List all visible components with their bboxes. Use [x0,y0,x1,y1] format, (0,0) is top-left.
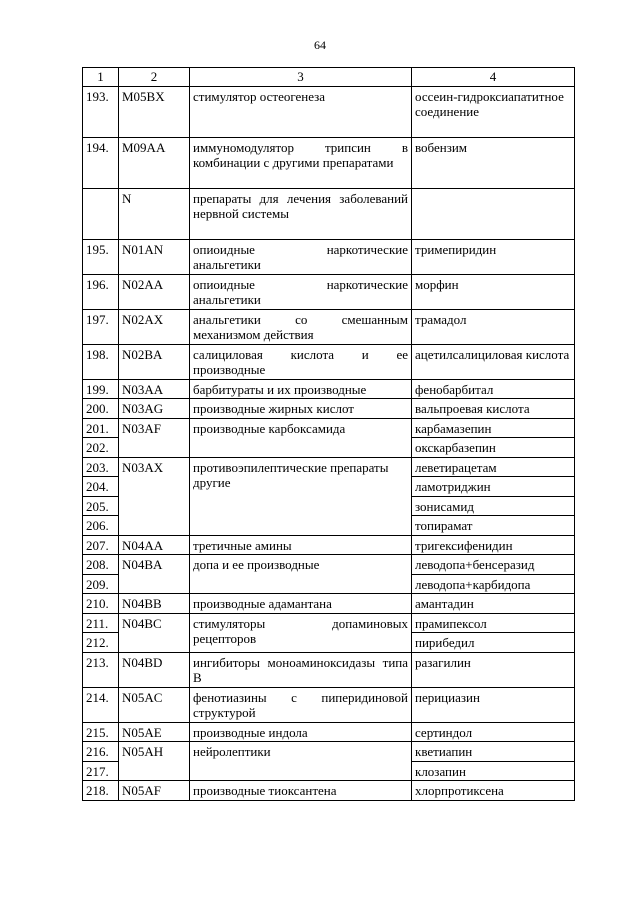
atc-code: N02BA [119,344,190,379]
row-number: 197. [83,309,119,344]
table-row [83,86,575,137]
col-header-2: 2 [119,68,190,87]
drug-table [82,67,575,801]
atc-code: N04BC [119,613,190,652]
pharm-group: производные адамантана [190,594,412,614]
row-number: 207. [83,535,119,555]
row-number: 215. [83,722,119,742]
table-row [83,457,575,477]
row-number: 214. [83,687,119,722]
drug-name: тримепиридин [412,239,575,274]
pharm-group: нейролептики [190,742,412,781]
atc-code: N05AE [119,722,190,742]
drug-name: кветиапин [412,742,575,762]
pharm-group: производные карбоксамида [190,418,412,457]
atc-code: N03AG [119,399,190,419]
table-row [83,188,575,239]
row-number: 216. [83,742,119,762]
row-number: 195. [83,239,119,274]
table-row [83,742,575,762]
atc-code: N03AX [119,457,190,535]
page-number: 64 [314,38,326,52]
row-number: 213. [83,652,119,687]
table-row [83,379,575,399]
row-number: 202. [83,438,119,458]
drug-name: морфин [412,274,575,309]
row-number: 196. [83,274,119,309]
table-row [83,613,575,633]
atc-code: N05AF [119,781,190,801]
row-number: 217. [83,761,119,781]
row-number: 193. [83,86,119,137]
row-number: 201. [83,418,119,438]
drug-name: леводопа+карбидопа [412,574,575,594]
col-header-3: 3 [190,68,412,87]
drug-name: трамадол [412,309,575,344]
drug-name: пирибедил [412,633,575,653]
table-row [83,781,575,801]
drug-name: амантадин [412,594,575,614]
table-row [83,239,575,274]
drug-name [412,188,575,239]
drug-name: карбамазепин [412,418,575,438]
pharm-group: допа и ее производные [190,555,412,594]
drug-name: оссеин-гидроксиапатитное соединение [412,86,575,137]
table-row [83,594,575,614]
atc-code: N03AF [119,418,190,457]
pharm-group: производные жирных кислот [190,399,412,419]
pharm-group: фенотиазины с пиперидиновой структурой [190,687,412,722]
drug-name: вальпроевая кислота [412,399,575,419]
pharm-group: производные тиоксантена [190,781,412,801]
table-row [83,274,575,309]
row-number: 212. [83,633,119,653]
table-header-row [83,68,575,87]
table-row [83,137,575,188]
pharm-group: стимуляторы допаминовых рецепторов [190,613,412,652]
atc-code: N [119,188,190,239]
pharm-group: препараты для лечения заболеваний нервной системы [190,188,412,239]
row-number: 205. [83,496,119,516]
pharm-group: барбитураты и их производные [190,379,412,399]
row-number: 218. [83,781,119,801]
table-row [83,309,575,344]
drug-name: вобензим [412,137,575,188]
drug-name: ацетилсалициловая кислота [412,344,575,379]
pharm-group: производные индола [190,722,412,742]
atc-code: N04AA [119,535,190,555]
row-number: 206. [83,516,119,536]
row-number: 200. [83,399,119,419]
atc-code: N01AN [119,239,190,274]
table-row [83,535,575,555]
col-header-1: 1 [83,68,119,87]
drug-name: леветирацетам [412,457,575,477]
row-number: 211. [83,613,119,633]
row-number: 194. [83,137,119,188]
drug-name: ламотриджин [412,477,575,497]
row-number: 198. [83,344,119,379]
pharm-group: опиоидные наркотические анальгетики [190,239,412,274]
table-row [83,722,575,742]
drug-name: сертиндол [412,722,575,742]
pharm-group: салициловая кислота и ее производные [190,344,412,379]
atc-code: N04BD [119,652,190,687]
drug-name: разагилин [412,652,575,687]
atc-code: N05AC [119,687,190,722]
drug-name: клозапин [412,761,575,781]
drug-name: зонисамид [412,496,575,516]
pharm-group: стимулятор остеогенеза [190,86,412,137]
table-row [83,344,575,379]
drug-name: хлорпротиксена [412,781,575,801]
atc-code: N03AA [119,379,190,399]
pharm-group: противоэпилептические препараты другие [190,457,412,535]
atc-code: N05AH [119,742,190,781]
pharm-group: анальгетики со смешанным механизмом действия [190,309,412,344]
row-number: 199. [83,379,119,399]
row-number: 208. [83,555,119,575]
pharm-group: третичные амины [190,535,412,555]
atc-code: N02AX [119,309,190,344]
atc-code: N02AA [119,274,190,309]
drug-name: леводопа+бенсеразид [412,555,575,575]
row-number: 209. [83,574,119,594]
atc-code: N04BA [119,555,190,594]
col-header-4: 4 [412,68,575,87]
atc-code: M09AA [119,137,190,188]
atc-code: M05BX [119,86,190,137]
pharm-group: иммуномодулятор трипсин в комбинации с другими препаратами [190,137,412,188]
drug-name: прамипексол [412,613,575,633]
table-row [83,555,575,575]
table-row [83,652,575,687]
row-number: 210. [83,594,119,614]
drug-name: тригексифенидин [412,535,575,555]
row-number: 204. [83,477,119,497]
row-number: 203. [83,457,119,477]
drug-name: топирамат [412,516,575,536]
pharm-group: опиоидные наркотические анальгетики [190,274,412,309]
table-row [83,399,575,419]
drug-name: фенобарбитал [412,379,575,399]
atc-code: N04BB [119,594,190,614]
table-row [83,687,575,722]
drug-name: перициазин [412,687,575,722]
drug-name: окскарбазепин [412,438,575,458]
row-number [83,188,119,239]
pharm-group: ингибиторы моноаминоксидазы типа В [190,652,412,687]
table-row [83,418,575,438]
